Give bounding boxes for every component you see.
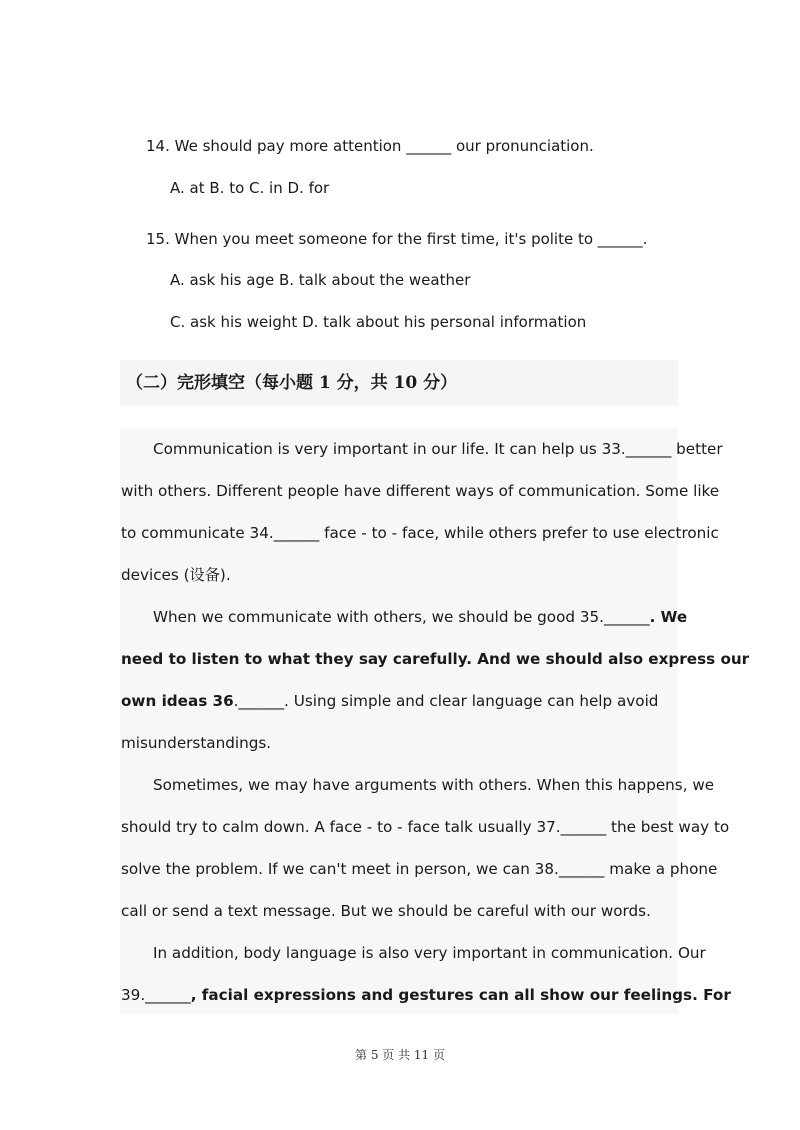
passage-bold-text: , facial expressions and gestures can all show our feelings. For	[190, 986, 731, 1004]
passage-text: .______. Using simple and clear language can help avoid	[233, 692, 659, 710]
passage-line: should try to calm down. A face - to - face talk usually 37.______ the best way to	[121, 818, 730, 836]
page-footer: 第 5 页 共 11 页	[355, 1048, 445, 1062]
passage-line: misunderstandings.	[121, 734, 272, 752]
question-15: 15. When you meet someone for the first time, it's polite to ______.	[146, 230, 648, 248]
question-14: 14. We should pay more attention ______ our pronunciation.	[146, 137, 594, 155]
passage-line: to communicate 34.______ face - to - face, while others prefer to use electronic	[121, 524, 719, 542]
passage-line	[121, 974, 731, 1016]
passage-line: call or send a text message. But we should be careful with our words.	[121, 902, 651, 920]
passage-line: solve the problem. If we can't meet in person, we can 38.______ make a phone	[121, 860, 718, 878]
passage-bold-line: need to listen to what they say carefully. And we should also express our	[121, 650, 750, 668]
passage-bold-text: . We	[649, 608, 688, 626]
passage-line: Communication is very important in our life. It can help us 33.______ better	[153, 440, 723, 458]
cloze-passage	[120, 428, 750, 1014]
passage-text: 39.______	[121, 986, 191, 1004]
passage-line: with others. Different people have different ways of communication. Some like	[121, 482, 720, 500]
passage-line: devices (设备).	[121, 566, 231, 584]
passage-text: When we communicate with others, we should be good 35.______	[153, 608, 650, 626]
passage-bold-text: own ideas 36	[121, 692, 234, 710]
passage-line: In addition, body language is also very important in communication. Our	[153, 944, 706, 962]
section-title: （二）完形填空（每小题 1 分，共 10 分）	[120, 360, 678, 406]
passage-line	[121, 680, 658, 722]
question-14-options: A. at B. to C. in D. for	[170, 179, 330, 197]
question-15-options-line-1: A. ask his age B. talk about the weather	[170, 271, 471, 289]
question-15-options-line-2: C. ask his weight D. talk about his personal information	[170, 313, 587, 331]
passage-line	[153, 596, 687, 638]
passage-line: Sometimes, we may have arguments with others. When this happens, we	[153, 776, 715, 794]
